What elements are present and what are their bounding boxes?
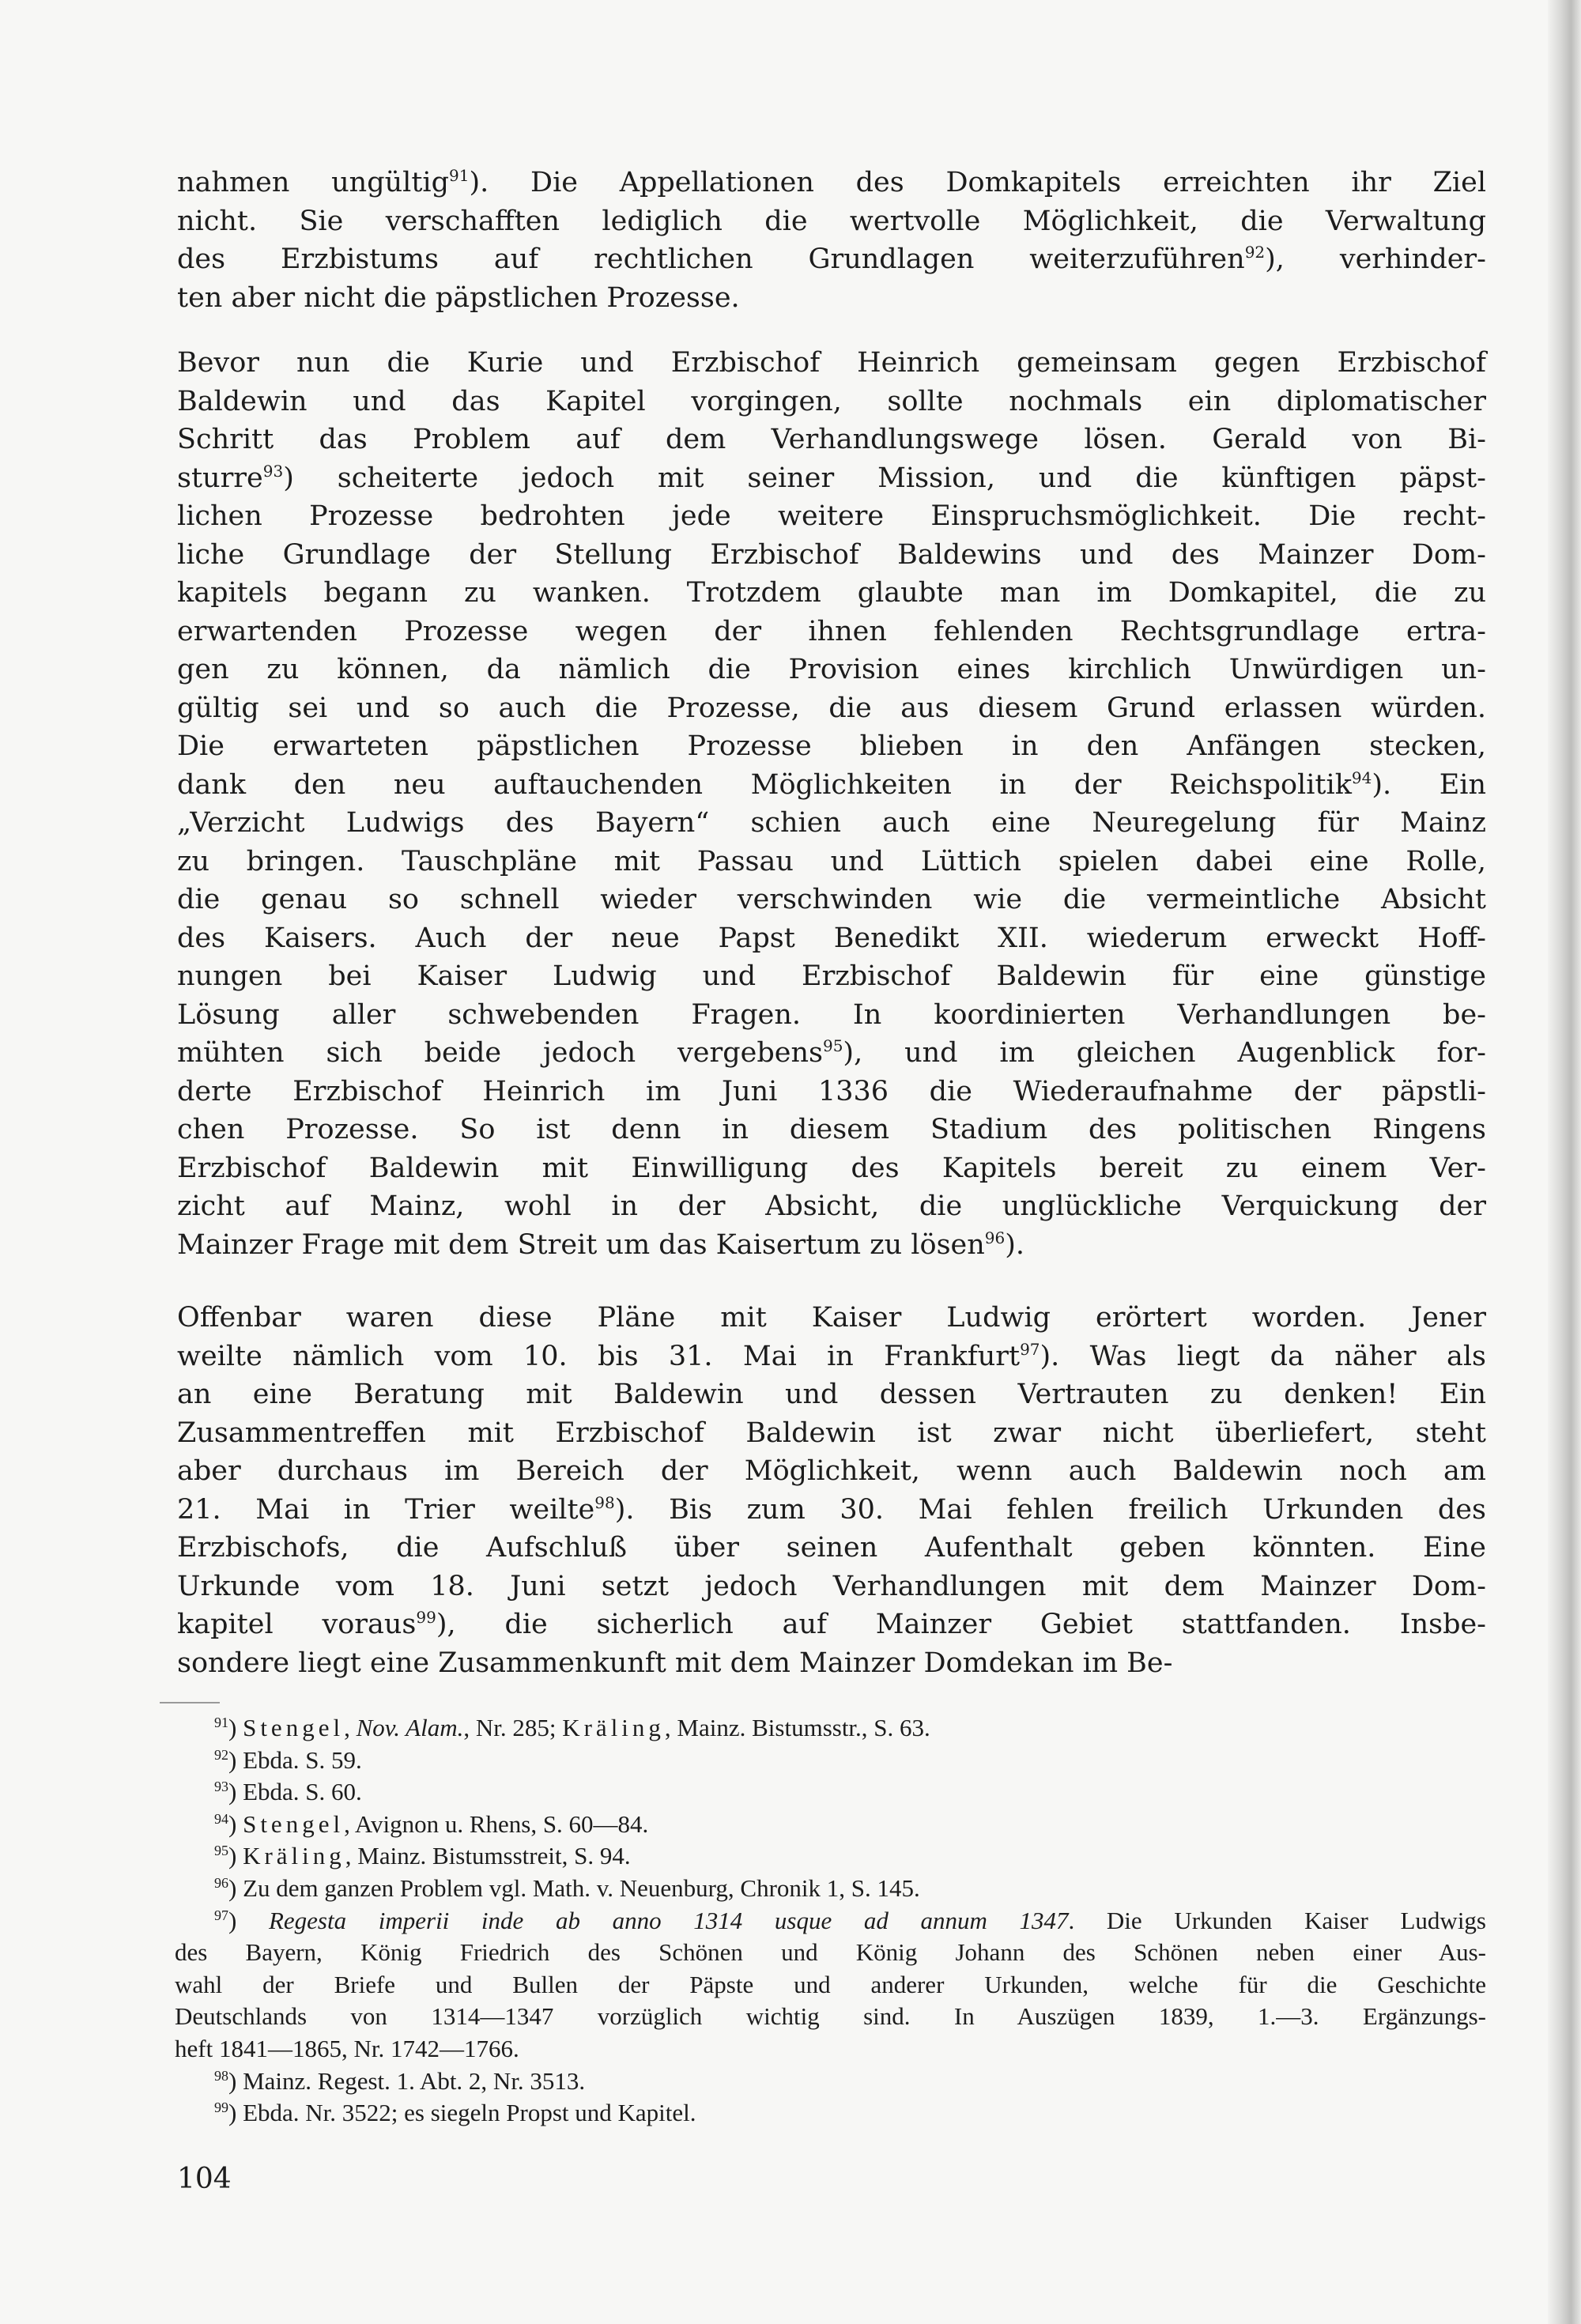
text-line bbox=[177, 421, 1486, 459]
text-segment: sondere liegt eine Zusammenkunft mit dem Mainzer Domdekan im Be- bbox=[177, 1647, 1173, 1679]
footnote bbox=[175, 1745, 1486, 1777]
text-segment: Bevor nun die Kurie und Erzbischof Heinrich gemeinsam gegen Erzbischof bbox=[177, 347, 1486, 379]
text-segment: ), die sicherlich auf Mainzer Gebiet stattfanden. Insbe- bbox=[436, 1609, 1487, 1640]
text-line bbox=[177, 1605, 1486, 1644]
text-segment: Zusammentreffen mit Erzbischof Baldewin ist zwar nicht überliefert, steht bbox=[177, 1417, 1486, 1449]
text-line bbox=[177, 1187, 1486, 1226]
footnote-reference: 98 bbox=[214, 2067, 228, 2084]
text-segment: des Bayern, König Friedrich des Schönen und König Johann des Schönen neben einer Aus- bbox=[175, 1938, 1486, 1967]
footnote-line bbox=[175, 1840, 1486, 1873]
footnote-line bbox=[175, 1937, 1486, 1969]
text-line bbox=[177, 344, 1486, 383]
text-segment: die genau so schnell wieder verschwinden wie die vermeintliche Absicht bbox=[177, 884, 1486, 915]
text-line bbox=[177, 202, 1486, 241]
text-segment: Baldewin und das Kapitel vorgingen, sollte nochmals ein diplomatischer bbox=[177, 385, 1486, 417]
text-segment: nicht. Sie verschafften lediglich die wertvolle Möglichkeit, die Verwaltung bbox=[177, 205, 1486, 237]
footnote-separator bbox=[160, 1702, 220, 1703]
footnote bbox=[175, 1905, 1486, 2066]
footnote-reference: 94 bbox=[1351, 768, 1372, 787]
text-line bbox=[177, 1073, 1486, 1111]
text-segment: kapitel voraus bbox=[177, 1609, 417, 1640]
text-line bbox=[177, 1452, 1486, 1491]
footnote bbox=[175, 1712, 1486, 1745]
footnote-reference: 98 bbox=[594, 1492, 615, 1512]
text-segment: des Kaisers. Auch der neue Papst Benedikt XII. wiederum erweckt Hoff- bbox=[177, 922, 1486, 954]
text-segment: ), und im gleichen Augenblick for- bbox=[843, 1037, 1487, 1069]
text-line bbox=[177, 459, 1486, 498]
text-segment: ), verhinder- bbox=[1265, 243, 1486, 275]
text-segment: ten aber nicht die päpstlichen Prozesse. bbox=[177, 281, 740, 314]
text-line bbox=[177, 1299, 1486, 1337]
footnote-reference: 94 bbox=[214, 1810, 228, 1827]
text-segment: ) Ebda. Nr. 3522; es siegeln Propst und Kapitel. bbox=[228, 2099, 696, 2127]
footnote bbox=[175, 2097, 1486, 2130]
footnote-reference: 95 bbox=[214, 1843, 228, 1859]
text-line bbox=[177, 1491, 1486, 1530]
text-segment: ). bbox=[1005, 1228, 1025, 1261]
text-segment: , Avignon u. Rhens, S. 60—84. bbox=[344, 1809, 649, 1838]
text-line bbox=[177, 279, 1486, 318]
text-segment: gen zu können, da nämlich die Provision eines kirchlich Unwürdigen un- bbox=[177, 654, 1486, 685]
footnote-reference: 96 bbox=[984, 1228, 1006, 1247]
text-segment: „Verzicht Ludwigs des Bayern“ schien auch eine Neuregelung für Mainz bbox=[177, 807, 1486, 839]
footnote-reference: 99 bbox=[416, 1608, 436, 1627]
text-line bbox=[177, 996, 1486, 1035]
text-segment: Kräling bbox=[243, 1842, 345, 1870]
text-segment: ). Die Appellationen des Domkapitels erreichten ihr Ziel bbox=[469, 167, 1487, 198]
footnote-line bbox=[175, 1905, 1486, 1937]
footnote-reference: 91 bbox=[214, 1715, 228, 1730]
text-line bbox=[177, 497, 1486, 536]
text-segment: sturre bbox=[177, 462, 263, 494]
text-segment: ) scheiterte jedoch mit seiner Mission, und die künftigen päpst- bbox=[283, 462, 1486, 494]
text-segment: , Nr. 285; bbox=[463, 1714, 563, 1741]
text-segment: mühten sich beide jedoch vergebens bbox=[177, 1037, 823, 1069]
footnotes bbox=[175, 1712, 1486, 2130]
text-segment: Urkunde vom 18. Juni setzt jedoch Verhandlungen mit dem Mainzer Dom- bbox=[177, 1570, 1486, 1602]
footnote-reference: 99 bbox=[214, 2100, 228, 2116]
text-segment: Regesta imperii inde ab anno 1314 usque ad annum 1347 bbox=[268, 1906, 1069, 1934]
footnote bbox=[175, 1809, 1486, 1841]
text-segment: , bbox=[344, 1714, 357, 1741]
footnote-line bbox=[175, 1745, 1486, 1777]
text-line bbox=[177, 766, 1486, 805]
text-line bbox=[177, 804, 1486, 843]
text-segment: ) bbox=[228, 1809, 243, 1838]
text-line bbox=[177, 613, 1486, 651]
text-segment: liche Grundlage der Stellung Erzbischof Baldewins und des Mainzer Dom- bbox=[177, 538, 1486, 571]
footnote-reference: 93 bbox=[214, 1779, 228, 1795]
text-segment: ). Bis zum 30. Mai fehlen freilich Urkunden des bbox=[614, 1493, 1486, 1526]
text-segment: ) Mainz. Regest. 1. Abt. 2, Nr. 3513. bbox=[228, 2066, 586, 2095]
footnote bbox=[175, 1840, 1486, 1873]
text-segment: ) bbox=[228, 1906, 269, 1934]
text-segment: ) Ebda. S. 60. bbox=[228, 1778, 362, 1806]
paragraph bbox=[177, 344, 1486, 1264]
footnote-line bbox=[175, 2066, 1486, 2098]
footnote-reference: 92 bbox=[214, 1746, 228, 1763]
text-line bbox=[177, 1111, 1486, 1149]
text-segment: Kräling bbox=[562, 1714, 665, 1741]
text-segment: ). Was liegt da näher als bbox=[1040, 1340, 1486, 1372]
footnote-reference: 91 bbox=[449, 166, 470, 185]
text-segment: an eine Beratung mit Baldewin und dessen Vertrauten zu denken! Ein bbox=[177, 1379, 1486, 1410]
footnote bbox=[175, 1776, 1486, 1809]
text-line bbox=[177, 843, 1486, 881]
text-line bbox=[177, 240, 1486, 279]
text-segment: heft 1841—1865, Nr. 1742—1766. bbox=[175, 2034, 519, 2062]
text-line bbox=[177, 727, 1486, 766]
paragraph bbox=[177, 1299, 1486, 1682]
text-line bbox=[177, 1644, 1486, 1683]
text-line bbox=[177, 1337, 1486, 1376]
text-line bbox=[177, 651, 1486, 689]
footnote-line bbox=[175, 1969, 1486, 2001]
footnote-line bbox=[175, 2001, 1486, 2033]
scan-edge-shadow bbox=[1548, 0, 1581, 2324]
text-segment: nungen bei Kaiser Ludwig und Erzbischof Baldewin für eine günstige bbox=[177, 960, 1486, 992]
text-line bbox=[177, 574, 1486, 613]
text-line bbox=[177, 1375, 1486, 1414]
text-segment: , Mainz. Bistumsstreit, S. 94. bbox=[345, 1842, 631, 1870]
footnote-line bbox=[175, 2033, 1486, 2066]
text-segment: gültig sei und so auch die Prozesse, die aus diesem Grund erlassen würden. bbox=[177, 692, 1486, 724]
text-segment: weilte nämlich vom 10. bis 31. Mai in Frankfurt bbox=[177, 1340, 1021, 1372]
text-line bbox=[177, 957, 1486, 996]
footnote-reference: 97 bbox=[214, 1907, 228, 1923]
text-segment: zicht auf Mainz, wohl in der Absicht, die unglückliche Verquickung der bbox=[177, 1190, 1486, 1222]
text-segment: lichen Prozesse bedrohten jede weitere Einspruchsmöglichkeit. Die recht- bbox=[177, 500, 1486, 532]
text-segment: Mainzer Frage mit dem Streit um das Kaisertum zu lösen bbox=[177, 1228, 985, 1261]
text-line bbox=[177, 1529, 1486, 1568]
text-segment: ) Ebda. S. 59. bbox=[228, 1745, 362, 1774]
text-segment: ) bbox=[228, 1842, 243, 1870]
text-segment: Die erwarteten päpstlichen Prozesse blieben in den Anfängen stecken, bbox=[177, 730, 1486, 762]
text-segment: ). Ein bbox=[1372, 768, 1486, 801]
text-segment: aber durchaus im Bereich der Möglichkeit, wenn auch Baldewin noch am bbox=[177, 1455, 1486, 1487]
footnote-reference: 96 bbox=[214, 1874, 228, 1891]
page-number: 104 bbox=[177, 2163, 232, 2195]
text-segment: Offenbar waren diese Pläne mit Kaiser Ludwig erörtert worden. Jener bbox=[177, 1302, 1486, 1334]
text-segment: Nov. Alam. bbox=[356, 1714, 464, 1741]
text-line bbox=[177, 536, 1486, 575]
text-segment: ) bbox=[228, 1714, 243, 1741]
text-segment: kapitels begann zu wanken. Trotzdem glaubte man im Domkapitel, die zu bbox=[177, 577, 1486, 609]
text-line bbox=[177, 689, 1486, 728]
footnote-line bbox=[175, 1712, 1486, 1745]
text-line bbox=[177, 164, 1486, 202]
text-line bbox=[177, 1414, 1486, 1453]
text-segment: Lösung aller schwebenden Fragen. In koordinierten Verhandlungen be- bbox=[177, 998, 1486, 1031]
text-line bbox=[177, 919, 1486, 958]
text-line bbox=[177, 1568, 1486, 1606]
text-segment: Stengel bbox=[243, 1809, 345, 1838]
text-segment: dank den neu auftauchenden Möglichkeiten in der Reichspolitik bbox=[177, 768, 1352, 801]
paragraph bbox=[177, 164, 1486, 317]
text-segment: ) Zu dem ganzen Problem vgl. Math. v. Neuenburg, Chronik 1, S. 145. bbox=[228, 1873, 920, 1902]
footnote-reference: 93 bbox=[262, 461, 284, 481]
text-segment: derte Erzbischof Heinrich im Juni 1336 die Wiederaufnahme der päpstli- bbox=[177, 1075, 1486, 1107]
footnote-reference: 97 bbox=[1020, 1339, 1040, 1359]
text-line bbox=[177, 1034, 1486, 1073]
text-segment: des Erzbistums auf rechtlichen Grundlagen weiterzuführen bbox=[177, 243, 1245, 275]
footnote-reference: 92 bbox=[1244, 243, 1266, 262]
footnote-reference: 95 bbox=[822, 1036, 843, 1055]
text-segment: zu bringen. Tauschpläne mit Passau und Lüttich spielen dabei eine Rolle, bbox=[177, 845, 1486, 877]
text-segment: chen Prozesse. So ist denn in diesem Stadium des politischen Ringens bbox=[177, 1114, 1486, 1145]
text-segment: , Mainz. Bistumsstr., S. 63. bbox=[664, 1714, 930, 1741]
text-line bbox=[177, 383, 1486, 421]
text-segment: wahl der Briefe und Bullen der Päpste und anderer Urkunden, welche für die Geschichte bbox=[175, 1970, 1486, 1998]
footnote-line bbox=[175, 1873, 1486, 1905]
footnote-line bbox=[175, 1809, 1486, 1841]
text-segment: Erzbischofs, die Aufschluß über seinen Aufenthalt geben könnten. Eine bbox=[177, 1532, 1486, 1564]
text-segment: nahmen ungültig bbox=[177, 167, 450, 198]
footnote bbox=[175, 2066, 1486, 2098]
text-segment: Schritt das Problem auf dem Verhandlungswege lösen. Gerald von Bi- bbox=[177, 424, 1486, 455]
footnote bbox=[175, 1873, 1486, 1905]
text-segment: . Die Urkunden Kaiser Ludwigs bbox=[1068, 1906, 1486, 1934]
text-segment: Stengel bbox=[243, 1714, 345, 1741]
footnote-line bbox=[175, 1776, 1486, 1809]
footnote-line bbox=[175, 2097, 1486, 2130]
text-line bbox=[177, 1149, 1486, 1188]
text-segment: Deutschlands von 1314—1347 vorzüglich wichtig sind. In Auszügen 1839, 1.—3. Ergänzungs- bbox=[175, 2002, 1486, 2031]
text-line bbox=[177, 881, 1486, 919]
text-segment: 21. Mai in Trier weilte bbox=[177, 1493, 595, 1526]
text-line bbox=[177, 1226, 1486, 1265]
text-segment: Erzbischof Baldewin mit Einwilligung des Kapitels bereit zu einem Ver- bbox=[177, 1152, 1486, 1184]
text-segment: erwartenden Prozesse wegen der ihnen fehlenden Rechtsgrundlage ertra- bbox=[177, 615, 1486, 647]
